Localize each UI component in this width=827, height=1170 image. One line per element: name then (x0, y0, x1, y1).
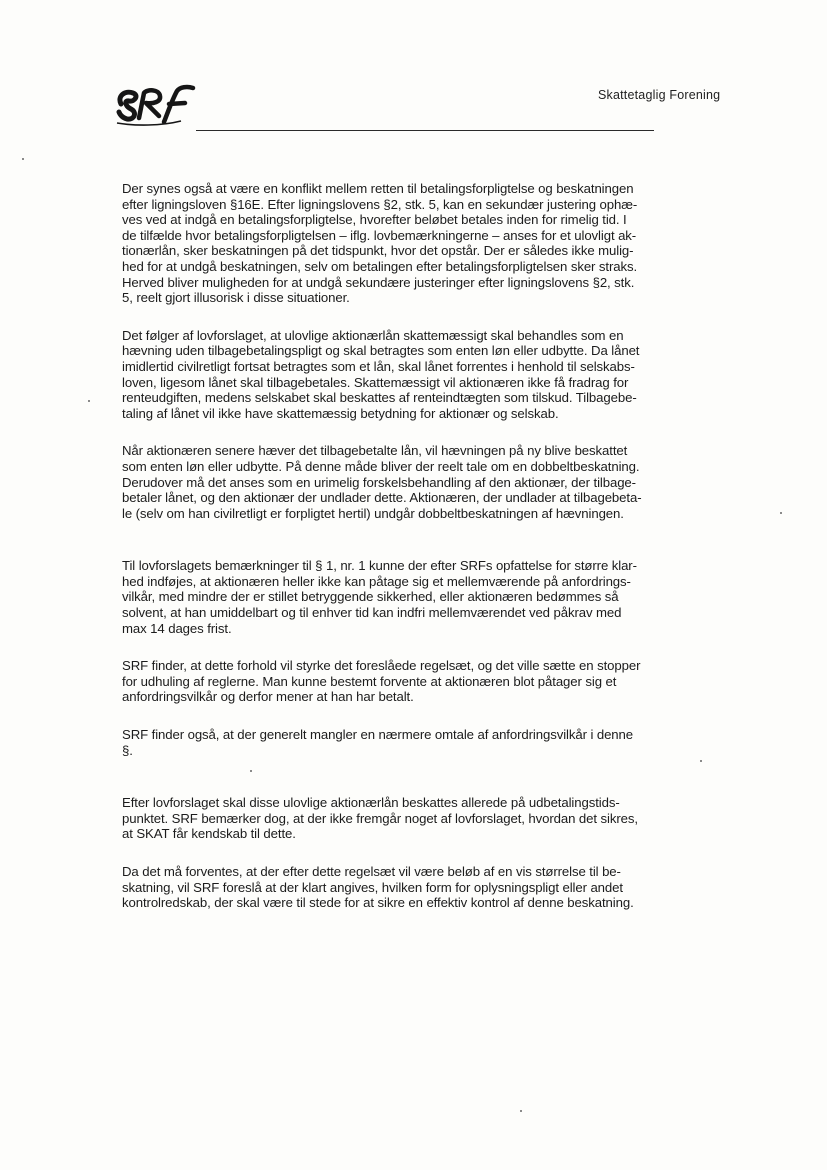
paragraph-3 (122, 443, 738, 521)
text-line: renteudgiften, medens selskabet skal beskattes af renteindtægten som tilskud. Tilbagebe- (122, 390, 637, 406)
paragraph-6 (122, 727, 738, 758)
text-line: imidlertid civilretligt fortsat betragtes som et lån, skal lånet forrentes i henhold til selskabs- (122, 358, 635, 374)
text-line: Da det må forventes, at der efter dette regelsæt vil være beløb af en vis størrelse til be- (122, 864, 621, 879)
organization-name: Skattetaglig Forening (598, 88, 721, 102)
text-line: 5, reelt gjort illusorisk i disse situationer. (122, 290, 350, 306)
paragraph-spacer (122, 842, 738, 864)
text-line: taling af lånet vil ikke have skattemæssig betydning for aktionær og selskab. (122, 405, 559, 421)
text-line: §. (122, 742, 133, 758)
text-line: max 14 dages frist. (122, 620, 232, 636)
paragraph-spacer (122, 521, 738, 558)
text-line: loven, ligesom lånet skal tilbagebetales. Skattemæssigt vil aktionæren ikke få fradrag for (122, 374, 629, 390)
header-divider (196, 130, 654, 131)
paragraph-2 (122, 328, 738, 422)
text-line: Til lovforslagets bemærkninger til § 1, nr. 1 kunne der efter SRFs opfattelse for større klar- (122, 558, 637, 574)
text-line: for udhuling af reglerne. Man kunne bestemt forvente at aktionæren blot påtager sig et (122, 673, 617, 689)
text-line: ves ved at indgå en betalingsforpligtelse, hvorefter beløbet betales inden for rimelig tid. I (122, 212, 627, 228)
text-line: efter ligningsloven §16E. Efter ligningslovens §2, stk. 5, kan en sekundær justering ophæ- (122, 196, 638, 212)
text-line: Der synes også at være en konflikt mellem retten til betalingsforpligtelse og beskatningen (122, 181, 634, 196)
paragraph-spacer (122, 758, 738, 795)
text-line: Efter lovforslaget skal disse ulovlige aktionærlån beskattes allerede på udbetalingstids- (122, 795, 620, 811)
paragraph-spacer (122, 636, 738, 658)
text-line: SRF finder også, at der generelt mangler en nærmere omtale af anfordringsvilkår i denne (122, 727, 634, 743)
text-line: Herved bliver muligheden for at undgå sekundære justeringer efter ligningslovens §2, stk. (122, 274, 635, 290)
text-line: at SKAT får kendskab til dette. (122, 826, 296, 842)
text-line: SRF finder, at dette forhold vil styrke det foreslåede regelsæt, og det ville sætte en stopper (122, 658, 641, 674)
text-line: solvent, at han umiddelbart og til enhver tid kan indfri mellemværendet ved påkrav med (122, 605, 622, 621)
text-line: hævning uden tilbagebetalingspligt og skal betragtes som enten løn eller udbytte. Da lånet (122, 343, 640, 359)
text-line: betaler lånet, og den aktionær der undlader dette. Aktionæren, der undlader at tilbagebeta- (122, 490, 642, 506)
text-line: vilkår, med mindre der er stillet betryggende sikkerhed, eller aktionæren bedømmes så (122, 589, 619, 605)
text-line: hed for at undgå beskatningen, selv om betalingen efter betalingsforpligtelsen sker straks. (122, 258, 638, 274)
text-line: anfordringsvilkår og derfor mener at han har betalt. (122, 689, 414, 705)
paragraph-spacer (122, 421, 738, 443)
text-line: de tilfælde hvor betalingsforpligtelsen – iflg. lovbemærkningerne – anses for et ulovligt ak- (122, 227, 637, 243)
paragraph-4 (122, 558, 738, 636)
paragraph-spacer (122, 705, 738, 727)
srf-logo (115, 82, 197, 128)
letter-body (122, 181, 738, 911)
paragraph-8 (122, 864, 738, 911)
text-line: skatning, vil SRF foreslå at der klart angives, hvilken form for oplysningspligt eller andet (122, 879, 623, 895)
paragraph-7 (122, 795, 738, 842)
paragraph-1 (122, 181, 738, 306)
text-line: le (selv om han civilretligt er forpligtet hertil) undgår dobbeltbeskatningen af hævningen. (122, 505, 624, 521)
paragraph-spacer (122, 306, 738, 328)
text-line: Det følger af lovforslaget, at ulovlige aktionærlån skattemæssigt skal behandles som en (122, 327, 624, 343)
text-line: punktet. SRF bemærker dog, at der ikke fremgår noget af lovforslaget, hvordan det sikres, (122, 810, 638, 826)
paragraph-5 (122, 658, 738, 705)
text-line: Når aktionæren senere hæver det tilbagebetalte lån, vil hævningen på ny blive beskattet (122, 443, 628, 459)
text-line: som enten løn eller udbytte. På denne måde bliver der reelt tale om en dobbeltbeskatning. (122, 458, 640, 474)
text-line: hed indføjes, at aktionæren heller ikke kan påtage sig et mellemværende på anfordrings- (122, 573, 631, 589)
text-line: kontrolredskab, der skal være til stede for at sikre en effektiv kontrol af denne beskatning. (122, 895, 634, 911)
text-line: Derudover må det anses som en urimelig forskelsbehandling af den aktionær, der tilbage- (122, 474, 636, 490)
text-line: tionærlån, sker beskatningen på det tidspunkt, hvor det opstår. Der er således ikke mulig- (122, 243, 634, 259)
